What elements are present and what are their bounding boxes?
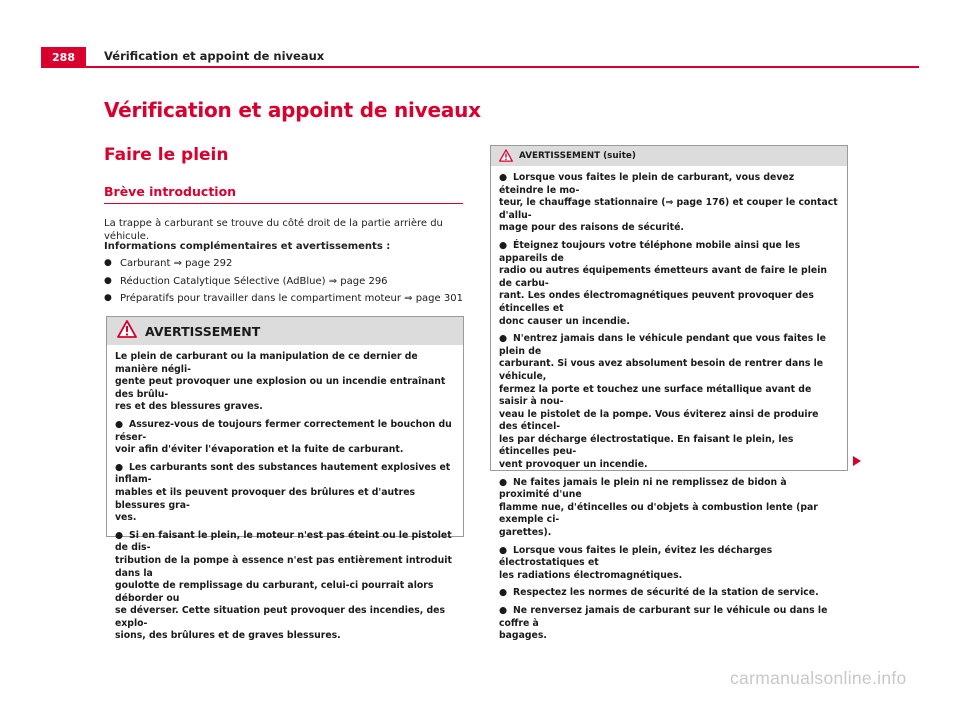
bullet-icon: ● bbox=[499, 544, 508, 556]
text-line: Assurez-vous de toujours fermer correctement le bouchon du réser- bbox=[115, 418, 452, 443]
text-line: garettes). bbox=[499, 527, 552, 539]
text-line: voir afin d'éviter l'évaporation et la fuite de carburant. bbox=[115, 444, 404, 456]
text-line: Ne faites jamais le plein ni ne remplissez de bidon à proximité d'une bbox=[499, 476, 787, 501]
bullet-icon: ● bbox=[104, 293, 112, 303]
intro-paragraph: La trappe à carburant se trouve du côté droit de la partie arrière du véhicule. bbox=[104, 218, 443, 242]
warning-bullet bbox=[499, 605, 839, 643]
subsection-title: Brève introduction bbox=[104, 184, 237, 199]
text-line: sions, des brûlures et de graves blessures. bbox=[115, 630, 341, 642]
text-line: vent provoquer un incendie. bbox=[499, 459, 648, 471]
list-item[interactable] bbox=[104, 292, 464, 310]
continue-arrow-icon bbox=[853, 456, 861, 466]
subsection-divider bbox=[104, 203, 463, 204]
warning-continued-box bbox=[490, 145, 848, 642]
text-line: mage pour des raisons de sécurité. bbox=[499, 222, 684, 234]
page-number-badge: 288 bbox=[41, 47, 86, 67]
text-line: Respectez les normes de sécurité de la station de service. bbox=[513, 587, 819, 599]
bullet-icon: ● bbox=[104, 258, 112, 268]
warning-bullet bbox=[115, 419, 455, 457]
text-line: radio ou autres équipements émetteurs avant de faire le plein de carbu- bbox=[499, 265, 827, 289]
warning-bullet bbox=[499, 172, 839, 235]
text-line: Lorsque vous faites le plein de carburant, vous devez éteindre le mo- bbox=[499, 172, 795, 196]
text-line: Les carburants sont des substances hautement explosives et inflam- bbox=[115, 461, 451, 486]
text-line: veau le pistolet de la pompe. Vous éviterez ainsi de produire des étincel- bbox=[499, 408, 819, 433]
text-line: Lorsque vous faites le plein, évitez les décharges électrostatiques et bbox=[499, 544, 773, 569]
bullet-icon: ● bbox=[104, 275, 112, 286]
bullet-icon: ● bbox=[499, 476, 508, 488]
warning-bullet bbox=[115, 530, 455, 643]
text-line: Le plein de carburant ou la manipulation de ce dernier de manière négli- bbox=[115, 351, 418, 375]
link-adblue[interactable]: Réduction Catalytique Sélective (AdBlue) ⇒ page 296 bbox=[120, 275, 388, 287]
warning-body bbox=[107, 345, 463, 643]
text-line: goulotte de remplissage du carburant, celui-ci pourrait alors déborder ou bbox=[115, 580, 434, 604]
text-line: fermez la porte et touchez une surface métallique avant de saisir à nou- bbox=[499, 383, 812, 408]
bullet-icon: ● bbox=[499, 333, 508, 345]
text-line: rant. Les ondes électromagnétiques peuvent provoquer des étincelles et bbox=[499, 290, 814, 314]
warning-triangle-icon bbox=[117, 320, 137, 342]
text-line: donc causer un incendie. bbox=[499, 315, 630, 327]
warning-intro bbox=[115, 351, 455, 414]
text-line: teur, le chauffage stationnaire (⇒ page 176) et couper le contact d'allu- bbox=[499, 197, 838, 221]
warning-bullet bbox=[115, 462, 455, 525]
list-item[interactable] bbox=[104, 275, 464, 293]
bullet-icon: ● bbox=[499, 605, 508, 616]
text-line: carburant. Si vous avez absolument besoin de rentrer dans le véhicule, bbox=[499, 358, 824, 382]
text-line: Si en faisant le plein, le moteur n'est pas éteint ou le pistolet de dis- bbox=[115, 529, 452, 554]
warning-bullet bbox=[499, 333, 839, 472]
warning-bullet bbox=[499, 477, 839, 540]
list-item[interactable] bbox=[104, 257, 464, 275]
text-line: bagages. bbox=[499, 630, 547, 642]
text-line: res et des blessures graves. bbox=[115, 401, 263, 413]
info-heading: Informations complémentaires et avertissements : bbox=[104, 241, 391, 252]
text-line: mables et ils peuvent provoquer des brûlures et d'autres blessures gra- bbox=[115, 486, 416, 511]
section-title: Faire le plein bbox=[104, 145, 229, 165]
warning-bullet bbox=[499, 587, 839, 600]
bullet-icon: ● bbox=[115, 418, 124, 430]
bullet-icon: ● bbox=[115, 461, 124, 473]
warning-header bbox=[107, 317, 463, 345]
warning-bullet bbox=[499, 240, 839, 328]
bullet-icon: ● bbox=[499, 172, 508, 183]
chapter-title: Vérification et appoint de niveaux bbox=[104, 98, 481, 122]
header-divider bbox=[41, 66, 919, 68]
link-engine-compartment[interactable]: Préparatifs pour travailler dans le compartiment moteur ⇒ page 301 bbox=[120, 293, 463, 304]
text-line: Ne renversez jamais de carburant sur le véhicule ou dans le coffre à bbox=[499, 605, 828, 629]
text-line: tribution de la pompe à essence n'est pas entièrement introduit dans la bbox=[115, 554, 452, 579]
text-line: gente peut provoquer une explosion ou un incendie entraînant des brûlu- bbox=[115, 376, 446, 400]
warning-body bbox=[491, 166, 847, 643]
text-line: les radiations électromagnétiques. bbox=[499, 569, 683, 581]
bullet-icon: ● bbox=[499, 587, 508, 599]
text-line: N'entrez jamais dans le véhicule pendant que vous faites le plein de bbox=[499, 333, 826, 357]
text-line: se déverser. Cette situation peut provoquer des incendies, des explo- bbox=[115, 605, 445, 629]
warning-bullet bbox=[499, 545, 839, 583]
reference-link-list bbox=[104, 257, 464, 310]
running-header-title: Vérification et appoint de niveaux bbox=[104, 49, 325, 63]
text-line: les par décharge électrostatique. En faisant le plein, les étincelles peu- bbox=[499, 433, 794, 458]
warning-title: AVERTISSEMENT (suite) bbox=[519, 151, 636, 161]
text-line: Éteignez toujours votre téléphone mobile ainsi que les appareils de bbox=[499, 239, 801, 264]
warning-box bbox=[106, 316, 464, 642]
text-line: flamme nue, d'étincelles ou d'objets à combustion lente (par exemple ci- bbox=[499, 501, 818, 526]
text-line: ves. bbox=[115, 512, 137, 524]
warning-triangle-icon bbox=[499, 147, 513, 166]
warning-title: AVERTISSEMENT bbox=[145, 323, 261, 339]
bullet-icon: ● bbox=[115, 529, 124, 541]
link-fuel[interactable]: Carburant ⇒ page 292 bbox=[120, 258, 233, 269]
bullet-icon: ● bbox=[499, 239, 508, 251]
watermark: carmanualsonline.info bbox=[730, 668, 907, 688]
warning-header bbox=[491, 146, 847, 166]
